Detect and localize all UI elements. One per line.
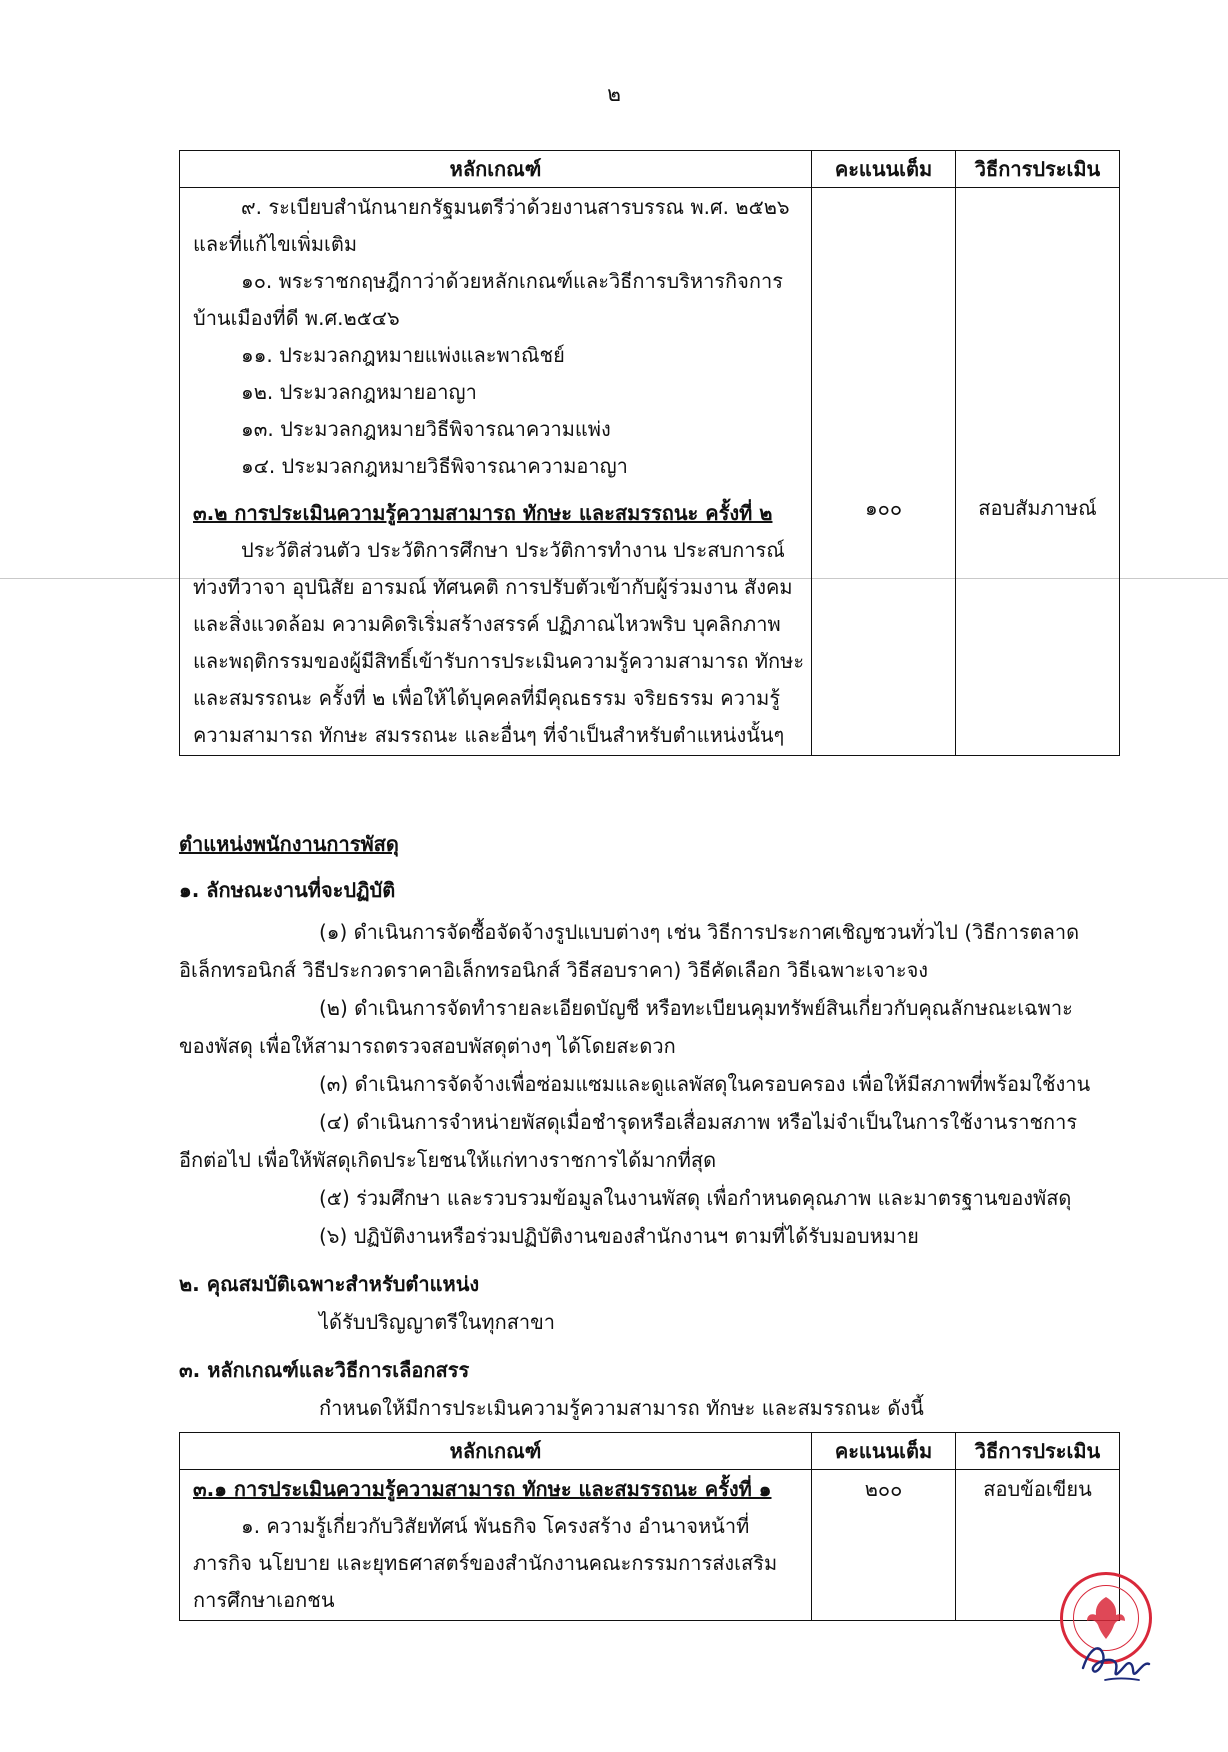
duty-line: (๓) ดำเนินการจัดจ้างเพื่อซ่อมแซมและดูแลพัสดุในครอบครอง เพื่อให้มีสภาพที่พร้อมใช้งาน [319, 1072, 1091, 1096]
position-title: ตำแหน่งพนักงานการพัสดุ [179, 832, 399, 856]
handwritten-signature [1075, 1620, 1155, 1690]
criteria-line: และสิ่งแวดล้อม ความคิดริเริ่มสร้างสรรค์ ปฏิภาณไหวพริบ บุคลิกภาพ [193, 612, 781, 636]
selection-text: กำหนดให้มีการประเมินความรู้ความสามารถ ทักษะ และสมรรถนะ ดังนี้ [319, 1396, 924, 1420]
header-criteria: หลักเกณฑ์ [180, 1433, 812, 1470]
criteria-line: และสมรรถนะ ครั้งที่ ๒ เพื่อให้ได้บุคคลที่มีคุณธรรม จริยธรรม ความรู้ [193, 686, 781, 710]
section-3-2-title: ๓.๒ การประเมินความรู้ความสามารถ ทักษะ และสมรรถนะ ครั้งที่ ๒ [193, 501, 773, 525]
header-method: วิธีการประเมิน [956, 151, 1120, 188]
criteria-line: ๑๔. ประมวลกฎหมายวิธีพิจารณาความอาญา [241, 454, 628, 478]
section-3-heading: ๓. หลักเกณฑ์และวิธีการเลือกสรร [179, 1358, 470, 1382]
criteria-line: บ้านเมืองที่ดี พ.ศ.๒๕๔๖ [193, 306, 400, 330]
criteria-line: ๑๒. ประมวลกฎหมายอาญา [241, 380, 477, 404]
criteria-line: ประวัติส่วนตัว ประวัติการศึกษา ประวัติการทำงาน ประสบการณ์ [241, 538, 785, 562]
criteria-line: ภารกิจ นโยบาย และยุทธศาสตร์ของสำนักงานคณะกรรมการส่งเสริม [193, 1551, 778, 1575]
duty-line: อิเล็กทรอนิกส์ วิธีประกวดราคาอิเล็กทรอนิกส์ วิธีสอบราคา) วิธีคัดเลือก วิธีเฉพาะเจาะจง [179, 958, 929, 982]
criteria-line: ๑๐. พระราชกฤษฎีกาว่าด้วยหลักเกณฑ์และวิธีการบริหารกิจการ [241, 269, 783, 293]
duty-line: ของพัสดุ เพื่อให้สามารถตรวจสอบพัสดุต่างๆ ได้โดยสะดวก [179, 1034, 676, 1058]
criteria-line: ๙. ระเบียบสำนักนายกรัฐมนตรีว่าด้วยงานสารบรรณ พ.ศ. ๒๕๒๖ [241, 195, 790, 219]
criteria-line: การศึกษาเอกชน [193, 1588, 335, 1612]
score-3-2: ๑๐๐ [864, 496, 903, 520]
criteria-line: และพฤติกรรมของผู้มีสิทธิ์เข้ารับการประเมินความรู้ความสามารถ ทักษะ [193, 649, 805, 673]
section-3-1-title: ๓.๑ การประเมินความรู้ความสามารถ ทักษะ และสมรรถนะ ครั้งที่ ๑ [193, 1477, 772, 1501]
method-3-2: สอบสัมภาษณ์ [978, 496, 1097, 520]
criteria-line: ๑๑. ประมวลกฎหมายแพ่งและพาณิชย์ [241, 343, 565, 367]
duty-line: (๖) ปฏิบัติงานหรือร่วมปฏิบัติงานของสำนักงานฯ ตามที่ได้รับมอบหมาย [319, 1224, 919, 1248]
method-cell [956, 188, 1120, 756]
qualification-text: ได้รับปริญญาตรีในทุกสาขา [319, 1310, 556, 1334]
criteria-line: ท่วงทีวาจา อุปนิสัย อารมณ์ ทัศนคติ การปรับตัวเข้ากับผู้ร่วมงาน สังคม [193, 575, 793, 599]
score-cell [812, 188, 956, 756]
score-cell [812, 1470, 956, 1621]
criteria-line: ๑๓. ประมวลกฎหมายวิธีพิจารณาความแพ่ง [241, 417, 611, 441]
header-method: วิธีการประเมิน [956, 1433, 1120, 1470]
criteria-line: ๑. ความรู้เกี่ยวกับวิสัยทัศน์ พันธกิจ โครงสร้าง อำนาจหน้าที่ [241, 1514, 750, 1538]
duty-line: (๕) ร่วมศึกษา และรวบรวมข้อมูลในงานพัสดุ เพื่อกำหนดคุณภาพ และมาตรฐานของพัสดุ [319, 1186, 1072, 1210]
page-number: ๒ [607, 82, 621, 106]
score-3-1: ๒๐๐ [864, 1477, 903, 1501]
criteria-cell [180, 188, 812, 756]
header-criteria: หลักเกณฑ์ [180, 151, 812, 188]
criteria-table-2 [179, 1432, 1120, 1621]
method-3-1: สอบข้อเขียน [983, 1477, 1092, 1501]
criteria-table-1 [179, 150, 1120, 756]
duty-line: (๒) ดำเนินการจัดทำรายละเอียดบัญชี หรือทะเบียนคุมทรัพย์สินเกี่ยวกับคุณลักษณะเฉพาะ [319, 996, 1073, 1020]
criteria-line: ความสามารถ ทักษะ สมรรถนะ และอื่นๆ ที่จำเป็นสำหรับตำแหน่งนั้นๆ [193, 723, 785, 747]
duty-line: (๑) ดำเนินการจัดซื้อจัดจ้างรูปแบบต่างๆ เช่น วิธีการประกาศเชิญชวนทั่วไป (วิธีการตลาด [319, 920, 1080, 944]
header-full-score: คะแนนเต็ม [812, 151, 956, 188]
section-2-heading: ๒. คุณสมบัติเฉพาะสำหรับตำแหน่ง [179, 1272, 480, 1296]
section-1-heading: ๑. ลักษณะงานที่จะปฏิบัติ [179, 878, 396, 902]
header-full-score: คะแนนเต็ม [812, 1433, 956, 1470]
duty-line: อีกต่อไป เพื่อให้พัสดุเกิดประโยชนให้แก่ทางราชการได้มากที่สุด [179, 1148, 717, 1172]
criteria-line: และที่แก้ไขเพิ่มเติม [193, 232, 358, 256]
duty-line: (๔) ดำเนินการจำหน่ายพัสดุเมื่อชำรุดหรือเสื่อมสภาพ หรือไม่จำเป็นในการใช้งานราชการ [319, 1110, 1078, 1134]
criteria-cell [180, 1470, 812, 1621]
